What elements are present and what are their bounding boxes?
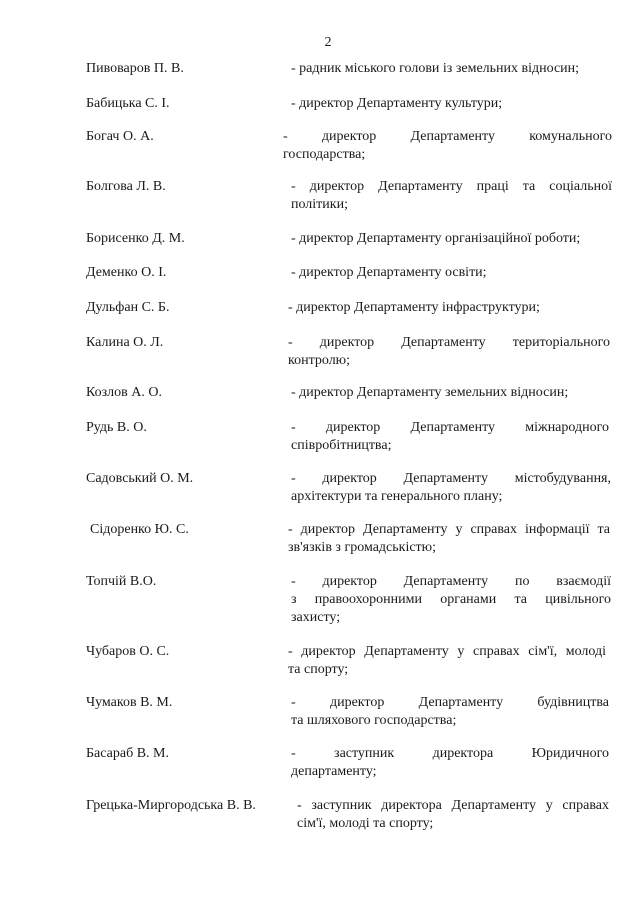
person-name: Басараб В. М. xyxy=(86,746,169,761)
person-name: Дульфан С. Б. xyxy=(86,300,170,315)
person-name: Сідоренко Ю. С. xyxy=(90,522,189,537)
position-line: - заступник директора Департаменту у справах xyxy=(297,798,609,813)
position-line: департаменту; xyxy=(291,764,377,779)
position-line: - директор Департаменту праці та соціальної xyxy=(291,179,612,194)
position-line: зв'язків з громадськістю; xyxy=(288,540,437,555)
person-position xyxy=(291,573,611,627)
person-position xyxy=(288,334,610,370)
person-name: Топчій В.О. xyxy=(86,574,157,589)
position-line: - директор Департаменту у справах інформації та xyxy=(288,522,610,537)
position-line: - директор Департаменту будівництва xyxy=(291,695,609,710)
position-line: - директор Департаменту по взаємодії xyxy=(291,574,611,589)
person-name: Болгова Л. В. xyxy=(86,179,166,194)
position-line: - директор Департаменту культури; xyxy=(291,96,503,111)
page-number: 2 xyxy=(324,35,332,50)
position-line: - директор Департаменту територіального xyxy=(288,335,610,350)
position-line: господарства; xyxy=(283,147,366,162)
position-line: контролю; xyxy=(288,353,351,368)
person-name: Рудь В. О. xyxy=(86,420,147,435)
position-line: архітектури та генерального плану; xyxy=(291,489,503,504)
person-position xyxy=(291,230,609,248)
person-position xyxy=(291,384,609,402)
position-line: - заступник директора Юридичного xyxy=(291,746,609,761)
position-line: - директор Департаменту у справах сім'ї, молоді xyxy=(288,644,606,659)
position-line: та спорту; xyxy=(288,662,349,677)
person-name: Садовський О. М. xyxy=(86,471,194,486)
position-line: - директор Департаменту містобудування, xyxy=(291,471,611,486)
person-position xyxy=(291,694,609,730)
position-line: - директор Департаменту освіти; xyxy=(291,265,487,280)
position-line: - директор Департаменту організаційної роботи; xyxy=(291,231,581,246)
position-line: та шляхового господарства; xyxy=(291,713,457,728)
position-line: співробітництва; xyxy=(291,438,392,453)
person-position xyxy=(291,60,609,78)
position-line: захисту; xyxy=(291,610,341,625)
position-line: - директор Департаменту комунального xyxy=(283,129,612,144)
person-position xyxy=(291,95,609,113)
person-name: Грецька-Миргородська В. В. xyxy=(86,798,256,813)
person-name: Козлов А. О. xyxy=(86,385,162,400)
position-line: з правоохоронними органами та цивільного xyxy=(291,592,611,607)
person-name: Деменко О. І. xyxy=(86,265,167,280)
person-position xyxy=(288,521,610,557)
person-position xyxy=(291,264,609,282)
person-position xyxy=(291,178,612,214)
person-position xyxy=(291,470,611,506)
position-line: політики; xyxy=(291,197,348,212)
person-position xyxy=(288,643,606,679)
person-name: Бабицька С. І. xyxy=(86,96,170,111)
person-position xyxy=(297,797,609,833)
person-name: Калина О. Л. xyxy=(86,335,164,350)
position-line: - директор Департаменту міжнародного xyxy=(291,420,609,435)
position-line: сім'ї, молоді та спорту; xyxy=(297,816,434,831)
person-name: Чубаров О. С. xyxy=(86,644,170,659)
person-position xyxy=(291,419,609,455)
position-line: - радник міського голови із земельних відносин; xyxy=(291,61,580,76)
person-position xyxy=(283,128,612,164)
position-line: - директор Департаменту інфраструктури; xyxy=(288,300,540,315)
person-name: Чумаков В. М. xyxy=(86,695,173,710)
person-position xyxy=(288,299,606,317)
person-position xyxy=(291,745,609,781)
person-name: Борисенко Д. М. xyxy=(86,231,185,246)
position-line: - директор Департаменту земельних відносин; xyxy=(291,385,569,400)
person-name: Богач О. А. xyxy=(86,129,154,144)
person-name: Пивоваров П. В. xyxy=(86,61,184,76)
